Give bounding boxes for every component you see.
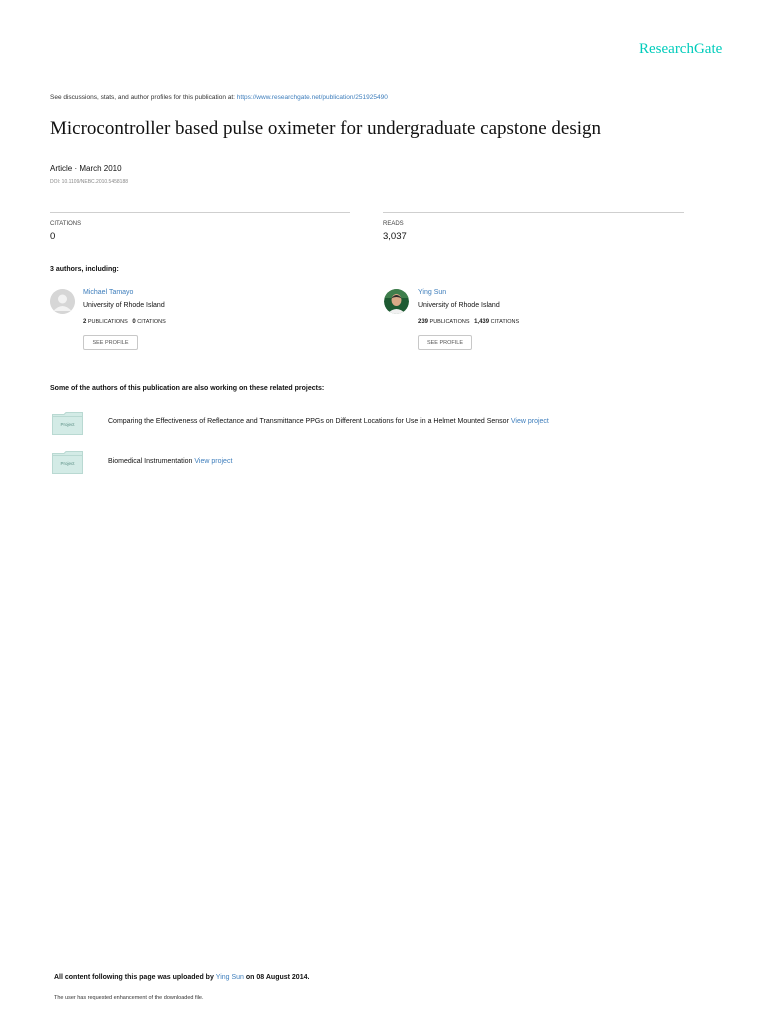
reads-value: 3,037 xyxy=(383,231,407,242)
citations-label: CITATIONS xyxy=(50,221,82,227)
see-profile-button[interactable]: SEE PROFILE xyxy=(418,335,472,350)
see-profile-button[interactable]: SEE PROFILE xyxy=(83,335,138,350)
view-project-link[interactable]: View project xyxy=(194,458,233,465)
project-title: Biomedical Instrumentation xyxy=(108,458,193,465)
author-name-link[interactable]: Michael Tamayo xyxy=(83,289,134,296)
doi-text: DOI: 10.1109/NEBC.2010.5458188 xyxy=(50,179,129,185)
stats-divider-left xyxy=(50,212,350,213)
author-stats xyxy=(418,319,519,325)
author-stats xyxy=(83,319,166,325)
project-folder-icon xyxy=(52,412,83,435)
publications-label: PUBLICATIONS xyxy=(429,319,470,325)
enhancement-note: The user has requested enhancement of the downloaded file. xyxy=(54,995,204,1001)
upload-note-prefix: All content following this page was uploaded by xyxy=(54,974,216,981)
author-photo-avatar[interactable] xyxy=(384,289,409,314)
project-title: Comparing the Effectiveness of Reflectance and Transmittance PPGs on Different Locations for Use in a Helmet Mounted Sensor xyxy=(108,418,509,425)
uploader-link[interactable]: Ying Sun xyxy=(215,974,244,981)
publications-count: 2 xyxy=(83,319,87,325)
project-icon-label: Project xyxy=(60,422,75,427)
upload-note-suffix: on 08 August 2014. xyxy=(243,974,310,981)
author-avatar-placeholder-icon[interactable] xyxy=(50,289,75,314)
author-name-link[interactable]: Ying Sun xyxy=(418,289,447,296)
authors-heading: 3 authors, including: xyxy=(50,266,119,273)
citations-label: CITATIONS xyxy=(137,319,166,325)
author-institution: University of Rhode Island xyxy=(418,302,500,309)
citations-value: 0 xyxy=(50,231,56,242)
publication-url-link[interactable]: https://www.researchgate.net/publication/251925490 xyxy=(236,94,388,101)
article-meta: Article · March 2010 xyxy=(50,164,122,173)
upload-note xyxy=(54,974,309,981)
project-item xyxy=(108,458,232,465)
project-folder-icon xyxy=(52,451,83,474)
stats-divider-right xyxy=(383,212,684,213)
project-icon-label: Project xyxy=(60,461,75,466)
citations-count: 0 xyxy=(132,319,136,325)
publication-title: Microcontroller based pulse oximeter for undergraduate capstone design xyxy=(50,118,601,139)
discussion-note-text: See discussions, stats, and author profiles for this publication at: xyxy=(50,94,237,101)
project-item xyxy=(108,418,549,425)
publications-count: 239 xyxy=(418,319,429,325)
reads-label: READS xyxy=(383,221,404,227)
view-project-link[interactable]: View project xyxy=(510,418,549,425)
citations-count: 1,439 xyxy=(474,319,490,325)
publications-label: PUBLICATIONS xyxy=(87,319,128,325)
citations-label: CITATIONS xyxy=(490,319,520,325)
researchgate-logo[interactable]: ResearchGate xyxy=(639,41,723,57)
author-institution: University of Rhode Island xyxy=(83,302,165,309)
related-projects-heading: Some of the authors of this publication are also working on these related projects: xyxy=(50,385,325,392)
discussion-note xyxy=(50,94,388,101)
